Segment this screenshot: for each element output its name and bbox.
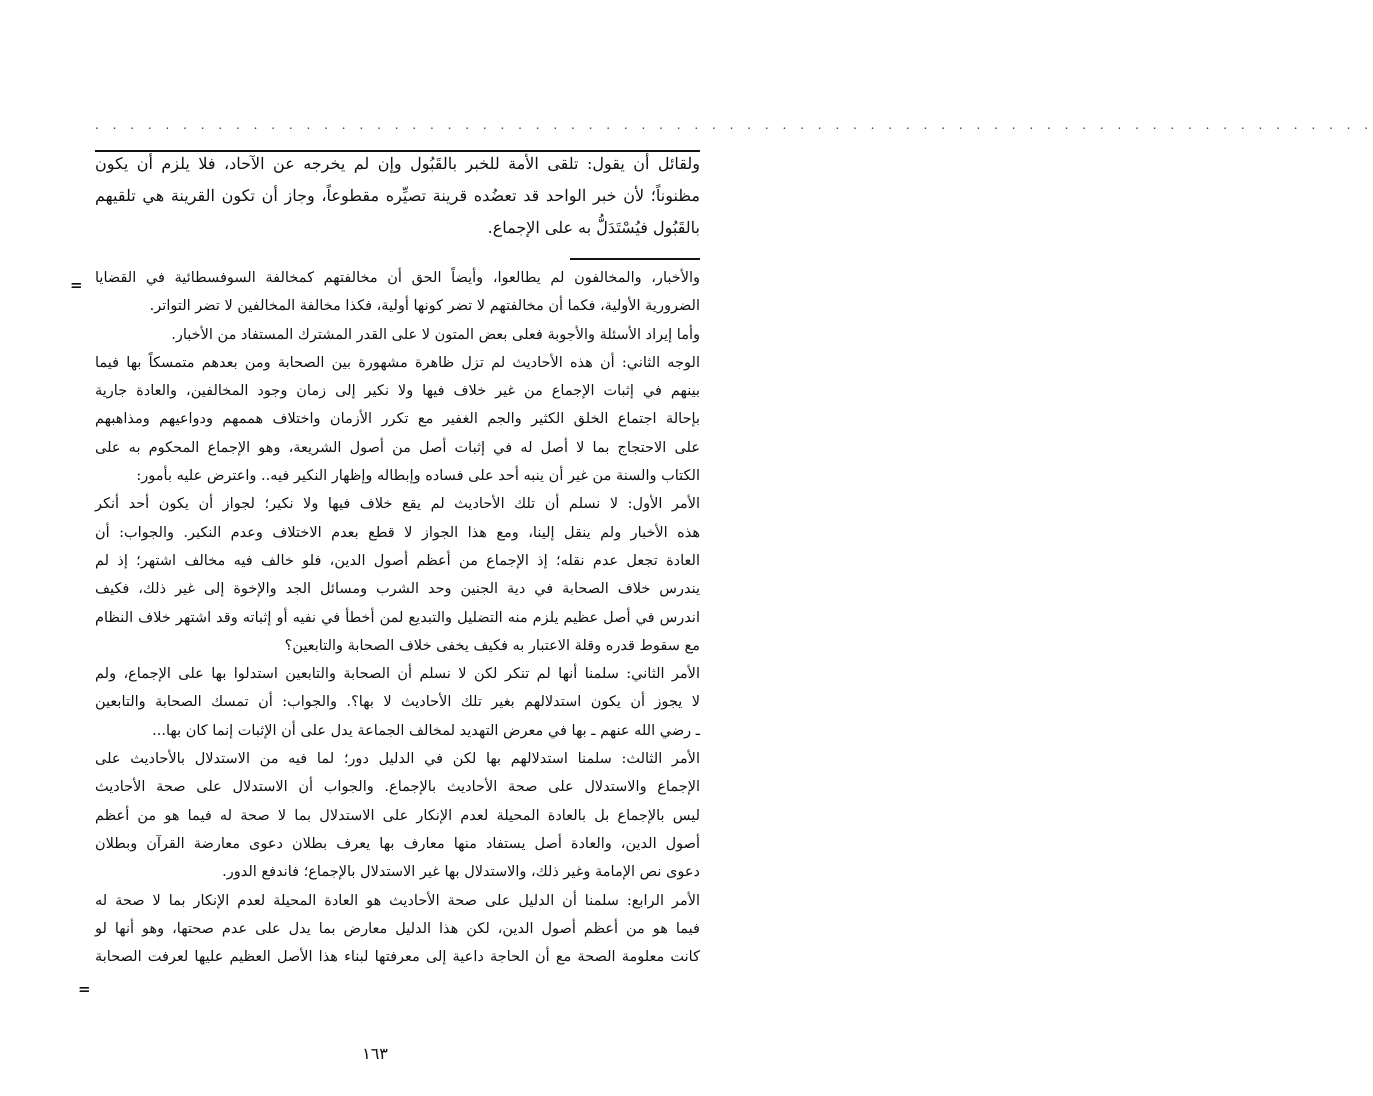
footnote-line: الأمر الثاني: سلمنا أنها لم تنكر لكن لا نسلم أن الصحابة والتابعين استدلوا بها على الإجماع، ولم — [95, 666, 700, 683]
footnote-line: والأخبار، والمخالفون لم يطالعوا، وأيضاً الحق أن مخالفتهم كمخالفة السوفسطائية في القضايا — [95, 270, 700, 286]
main-line: ولقائل أن يقول: تلقى الأمة للخبر بالقَبُول وإن لم يخرجه عن الآحاد، فلا يلزم أن يكون — [95, 154, 700, 173]
footnote-line: كانت معلومة الصحة مع أن الحاجة داعية إلى معرفتها لبناء هذا الأصل العظيم عليها لعرفت الصحابة — [95, 949, 700, 966]
footnote-line: هذه الأخبار ولم ينقل إلينا، ومع هذا الجواز لا قطع بعدم الاختلاف وعدم النكير. والجواب: أن — [95, 524, 700, 541]
footnote-line: الكتاب والسنة من غير أن ينبه أحد على فساده وإبطاله وإظهار النكير فيه.. واعترض عليه بأمور: — [136, 468, 700, 485]
footnote-line: ليس بالإجماع بل بالعادة المحيلة لعدم الإنكار على الاستدلال بما لا صحة له فيما هو من أعظم — [95, 807, 700, 824]
footnote-line: الضرورية الأولية، فكما أن مخالفتهم لا تضر كونها أولية، فكذا مخالفة المخالفين لا تضر التواتر. — [149, 298, 700, 315]
footnote-line: بينهم في إثبات الإجماع من غير خلاف فيها ولا نكير إلى زمان وجود المخالفين، والعادة جارية — [95, 383, 700, 400]
footnote-line: لا يجوز أن يكون استدلالهم بغير تلك الأحاديث لا بها؟. والجواب: أن تمسك الصحابة والتابعين — [95, 694, 700, 711]
footnote-line: العادة تجعل عدم نقله؛ إذ الإجماع من أعظم أصول الدين، فلو خالف فيه مخالف اشتهر؛ إذ لم — [95, 552, 700, 569]
footnote-line: بإحالة اجتماع الخلق الكثير والجم الغفير مع تكرر الأزمان واختلاف هممهم ودواعيهم ومذاهبهم — [95, 411, 700, 428]
footnote-line: اندرس في أصل عظيم يلزم منه التضليل والتبديع لمن أخطأ في نفيه أو إثباته وقد اشتهر خلاف النظام — [95, 609, 700, 626]
footnote-line: فيما هو من أعظم أصول الدين، لكن هذا الدليل معارض بما يدل على عدم صحتها، وهو أنها لو — [95, 920, 700, 937]
main-line: بالقَبُول فيُسْتَدَلُّ به على الإجماع. — [487, 218, 700, 237]
footnote-separator — [570, 258, 700, 260]
footnote-line: الأمر الرابع: سلمنا أن الدليل على صحة الأحاديث هو العادة المحيلة لعدم الإنكار بما لا صحة له — [95, 892, 700, 909]
footnote-line: الأمر الأول: لا نسلم أن تلك الأحاديث لم يقع خلاف فيها ولا نكير؛ لجواز أن يكون أحد أنكر — [95, 496, 700, 513]
footnote-continuation-mark: = — [70, 276, 83, 294]
footnote-continues-mark: = — [78, 980, 91, 998]
footnote-line: وأما إيراد الأسئلة والأجوبة فعلى بعض المتون لا على القدر المشترك المستفاد من الأخبار. — [171, 326, 700, 343]
main-text — [95, 148, 700, 244]
footnote-line: يندرس خلاف الصحابة في دية الجنين وحد الشرب ومسائل الجد والإخوة إلى غير ذلك، فكيف — [95, 581, 700, 598]
header-dotted-line: . . . . . . . . . . . . . . . . . . . . . . . . . . . . . . . . . . . . . . . . . . . . . . . . . . . . . . . . . . . . . . . . . . . . . . . . . — [95, 118, 1373, 132]
footnote-line: دعوى نص الإمامة وغير ذلك، والاستدلال بها غير الاستدلال بالإجماع؛ فاندفع الدور. — [222, 864, 700, 881]
footnote-line: الأمر الثالث: سلمنا استدلالهم بها لكن في الدليل دور؛ لما فيه من الاستدلال بالأحاديث على — [95, 751, 700, 768]
page-number: ١٦٣ — [362, 1044, 388, 1063]
main-line: مظنوناً؛ لأن خبر الواحد قد تعضُده قرينة تصيِّره مقطوعاً، وجاز أن تكون القرينة هي تلقيهم — [95, 186, 700, 205]
footnote-line: الوجه الثاني: أن هذه الأحاديث لم تزل ظاهرة مشهورة بين الصحابة ومن بعدهم متمسكاً بها فيما — [95, 354, 700, 371]
footnote-line: مع سقوط قدره وقلة الاعتبار به فكيف يخفى خلاف الصحابة والتابعين؟ — [284, 637, 700, 654]
footnote-line: على الاحتجاج بما لا أصل له في إثبات أصل من أصول الشريعة، وهو الإجماع المحكوم به على — [95, 439, 700, 456]
footnote-line: الإجماع والاستدلال على صحة الأحاديث بالإجماع. والجواب أن الاستدلال على صحة الأحاديث — [95, 779, 700, 796]
footnote — [95, 264, 700, 971]
footnote-line: ـ رضي الله عنهم ـ بها في معرض التهديد لمخالف الجماعة يدل على أن الإثبات إنما كان بها... — [152, 722, 700, 739]
footnote-line: أصول الدين، والعادة أصل يستفاد منها معارف بها يعرف بطلان دعوى معارضة القرآن وبطلان — [95, 835, 700, 852]
